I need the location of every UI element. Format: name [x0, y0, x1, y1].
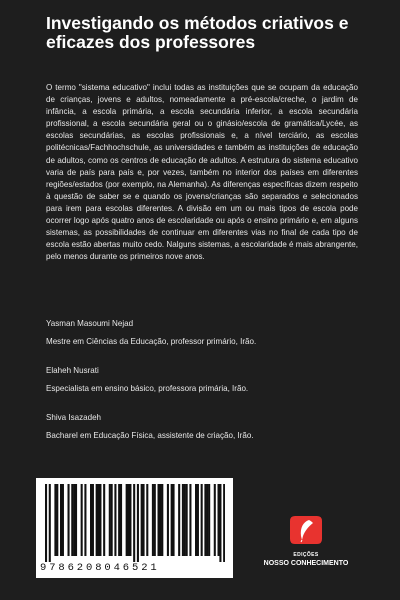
- publisher-line-small: EDIÇÕES: [293, 552, 319, 558]
- author-entry: [46, 365, 356, 395]
- author-description: Bacharel em Educação Física, assistente de criação, Irão.: [46, 431, 254, 440]
- barcode-digits: 9786208046521: [40, 562, 160, 574]
- publisher-logo-block: [256, 515, 366, 575]
- barcode-bars: [45, 484, 225, 562]
- author-description: Especialista em ensino básico, professora primária, Irão.: [46, 384, 249, 393]
- author-name: Elaheh Nusrati: [46, 366, 99, 375]
- author-name: Yasman Masoumi Nejad: [46, 319, 134, 328]
- book-title: Investigando os métodos criativos e eficazes dos professores: [46, 13, 349, 52]
- feather-icon: [289, 515, 323, 545]
- author-name: Shiva Isazadeh: [46, 413, 102, 422]
- author-entry: [46, 412, 356, 442]
- book-description: O termo "sistema educativo" inclui todas as instituições que se ocupam da educação de crianças, jovens e adultos, nomeadamente a pré-escola/creche, o jardim de infância, a escola primária, a escola secundária inferior, a escola secundária profissional, a escola secundária geral ou o ginásio/escola de gramática/Lycée, as escolas secundárias, as escolas profissionais e, a nível terciário, as escolas politécnicas/Fachhochschule, as universidades e também as instituições de educação de adultos, como os centros de educação de adultos. A estrutura do sistema educativo varia de país para país e, por vezes, também no interior dos países em diferentes regiões/estados (por exemplo, na Alemanha). As diferenças específicas dizem respeito à questão de saber se e quando os jovens/crianças são separados e selecionados para irem para escolas diferentes. A divisão em um ou mais tipos de escola pode ocorrer logo após quatro anos de escolaridade ou após o ensino primário e, em alguns sistemas, as possibilidades de continuar em diferentes vias no final de cada tipo de escola estão abertas muito cedo. Nalguns sistemas, a escolaridade é mais abrangente, pelo menos durante os primeiros nove anos.: [46, 83, 358, 262]
- isbn-barcode: [36, 478, 233, 578]
- author-entry: [46, 318, 356, 348]
- author-list: [46, 318, 356, 459]
- publisher-name: NOSSO CONHECIMENTO: [263, 560, 349, 567]
- author-description: Mestre em Ciências da Educação, professor primário, Irão.: [46, 337, 257, 346]
